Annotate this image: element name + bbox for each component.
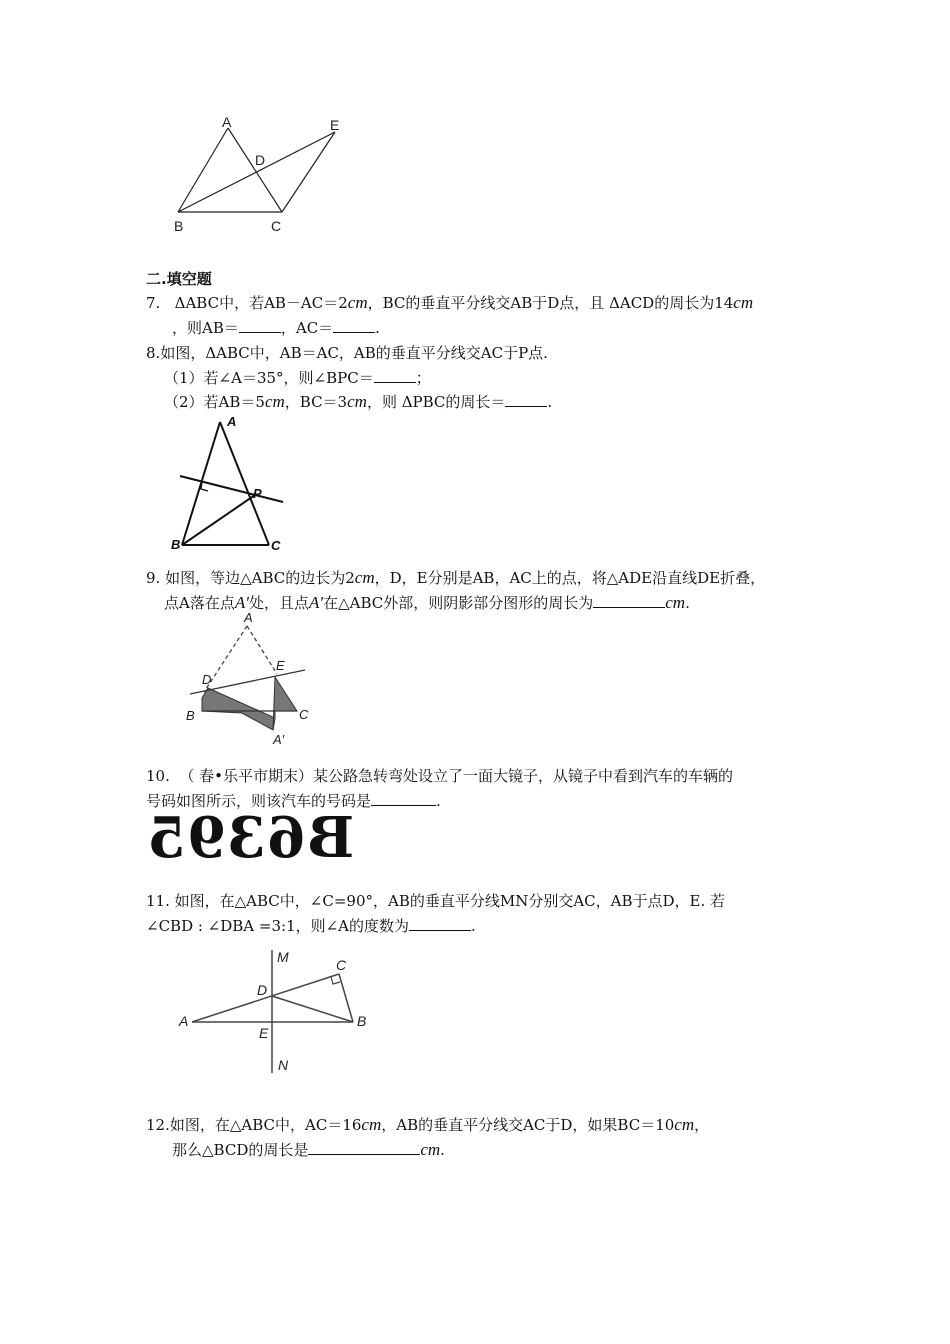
q8-part2-c: ，则 ΔPBC的周长＝ [366, 393, 506, 411]
figure-triangle-parallelogram [165, 110, 365, 240]
q9-text-2b: 处，且点 [248, 594, 309, 612]
seg-CB [339, 974, 353, 1022]
q7-text-1b: ，BC的垂直平分线交AB于D点，且 ΔACD的周长为14 [367, 294, 734, 312]
q12-text-2b: . [440, 1141, 445, 1159]
q9-text-1a: 如图，等边△ABC的边长为2 [165, 569, 355, 587]
label-E: E [330, 117, 340, 133]
unit-cm: cm [733, 293, 754, 312]
seg-BP [182, 495, 255, 545]
unit-cm: cm [347, 392, 367, 411]
q8-part2-d: . [547, 393, 553, 411]
label-P: P [253, 486, 262, 501]
q8-part1 [164, 369, 431, 387]
q12-text-1c: ， [694, 1116, 710, 1134]
q8-part1-end: ； [415, 369, 431, 387]
seg-AC [220, 422, 269, 545]
label-C: C [271, 538, 281, 553]
q10-answer-blank[interactable] [371, 805, 436, 806]
label-C: C [336, 957, 347, 973]
label-A: A [179, 1013, 189, 1029]
q8-number: 8. [146, 344, 161, 362]
q7-answer-blank-ab[interactable] [239, 332, 281, 333]
figure-folded-triangle [180, 610, 320, 750]
q11-answer-blank[interactable] [409, 930, 471, 931]
q9-text-1b: ，D，E分别是AB，AC上的点，将△ADE沿直线DE折叠， [374, 569, 766, 587]
label-D: D [257, 982, 268, 998]
unit-cm: cm [674, 1115, 695, 1134]
q11-line1 [146, 892, 725, 910]
q8-line1 [146, 344, 548, 362]
q9-line1 [146, 569, 765, 587]
q7-line1 [146, 294, 753, 312]
q10-line1 [146, 767, 733, 785]
unit-cm: cm [264, 392, 285, 411]
label-A-prime: A′ [273, 732, 285, 747]
q7-number: 7. [146, 294, 161, 312]
q7-line2 [172, 319, 380, 337]
shaded-region-right [273, 677, 297, 730]
label-B: B [357, 1013, 367, 1029]
a-prime-symbol: A′ [308, 593, 324, 612]
q9-text-2c: 在△ABC外部，则阴影部分图形的周长为 [323, 594, 594, 612]
q10-text-2b: . [436, 792, 441, 810]
q9-text-2d: . [685, 594, 690, 612]
figure-right-triangle-bisector [175, 945, 385, 1080]
label-B: B [171, 537, 181, 552]
q8-answer-blank-perimeter[interactable] [505, 406, 547, 407]
label-B: B [174, 218, 184, 234]
q7-text-2c: . [375, 319, 380, 337]
label-A: A [244, 610, 253, 625]
label-M: M [277, 949, 289, 965]
label-C: C [299, 707, 309, 722]
q12-text-2a: 那么△BCD的周长是 [172, 1141, 309, 1159]
q12-text-1a: 如图，在△ABC中，AC＝16 [169, 1116, 362, 1134]
q8-answer-blank-angle[interactable] [374, 382, 416, 383]
q9-number: 9. [146, 569, 161, 587]
q7-text-1a: ΔABC中，若AB－AC＝2 [174, 294, 348, 312]
label-N: N [278, 1057, 289, 1073]
label-A: A [227, 414, 237, 429]
q8-part2-b: ，BC＝3 [284, 393, 348, 411]
seg-DB [272, 996, 353, 1022]
label-A: A [222, 114, 232, 130]
seg-AC [228, 128, 282, 212]
q12-line2 [172, 1141, 445, 1159]
unit-cm: cm [665, 593, 686, 612]
unit-cm: cm [354, 568, 375, 587]
label-D: D [202, 672, 212, 687]
q11-text-2a: ∠CBD : ∠DBA =3:1，则∠A的度数为 [146, 917, 410, 935]
label-D: D [255, 152, 266, 168]
q10-text-1: （ 春•乐平市期末）某公路急转弯处设立了一面大镜子，从镜子中看到汽车的车辆的 [179, 767, 734, 785]
unit-cm: cm [347, 293, 368, 312]
q12-number: 12. [146, 1116, 170, 1134]
dashed-AE [247, 626, 277, 674]
a-prime-symbol: A′ [234, 593, 249, 612]
q7-answer-blank-ac[interactable] [333, 332, 375, 333]
q11-number: 11. [146, 892, 170, 910]
q9-text-2a: 点A落在点 [164, 594, 235, 612]
q12-answer-blank[interactable] [308, 1154, 420, 1155]
q11-line2 [146, 917, 476, 935]
q8-part1-text: （1）若∠A＝35°，则∠BPC＝ [164, 369, 374, 387]
q12-line1 [146, 1116, 709, 1134]
q8-part2 [164, 393, 552, 411]
unit-cm: cm [361, 1115, 382, 1134]
q10-number: 10. [146, 767, 170, 785]
mirrored-license-plate: B6395 [146, 805, 355, 871]
q7-text-2b: ，AC＝ [280, 319, 334, 337]
q11-text-2b: . [471, 917, 476, 935]
q12-text-1b: ，AB的垂直平分线交AC于D，如果BC＝10 [381, 1116, 675, 1134]
shaded-region-left [202, 688, 275, 730]
q7-text-2a: ，则AB＝ [172, 319, 239, 337]
label-E: E [259, 1025, 269, 1041]
seg-CE [282, 132, 335, 212]
q11-text-1: 如图，在△ABC中，∠C=90°，AB的垂直平分线MN分别交AC，AB于点D，E. 若 [174, 892, 726, 910]
q10-text-2a: 号码如图所示，则该汽车的号码是 [146, 792, 372, 810]
q9-answer-blank[interactable] [593, 607, 665, 608]
label-E: E [276, 658, 285, 673]
q8-text-1: 如图，ΔABC中，AB＝AC，AB的垂直平分线交AC于P点. [160, 344, 548, 362]
section-title: 二.填空题 [146, 270, 212, 288]
seg-AB [182, 422, 220, 545]
figure-isosceles-triangle [165, 410, 305, 555]
label-B: B [186, 708, 195, 723]
q8-part2-a: （2）若AB＝5 [164, 393, 265, 411]
label-C: C [271, 218, 282, 234]
right-angle-mark [331, 977, 340, 984]
unit-cm: cm [420, 1140, 441, 1159]
